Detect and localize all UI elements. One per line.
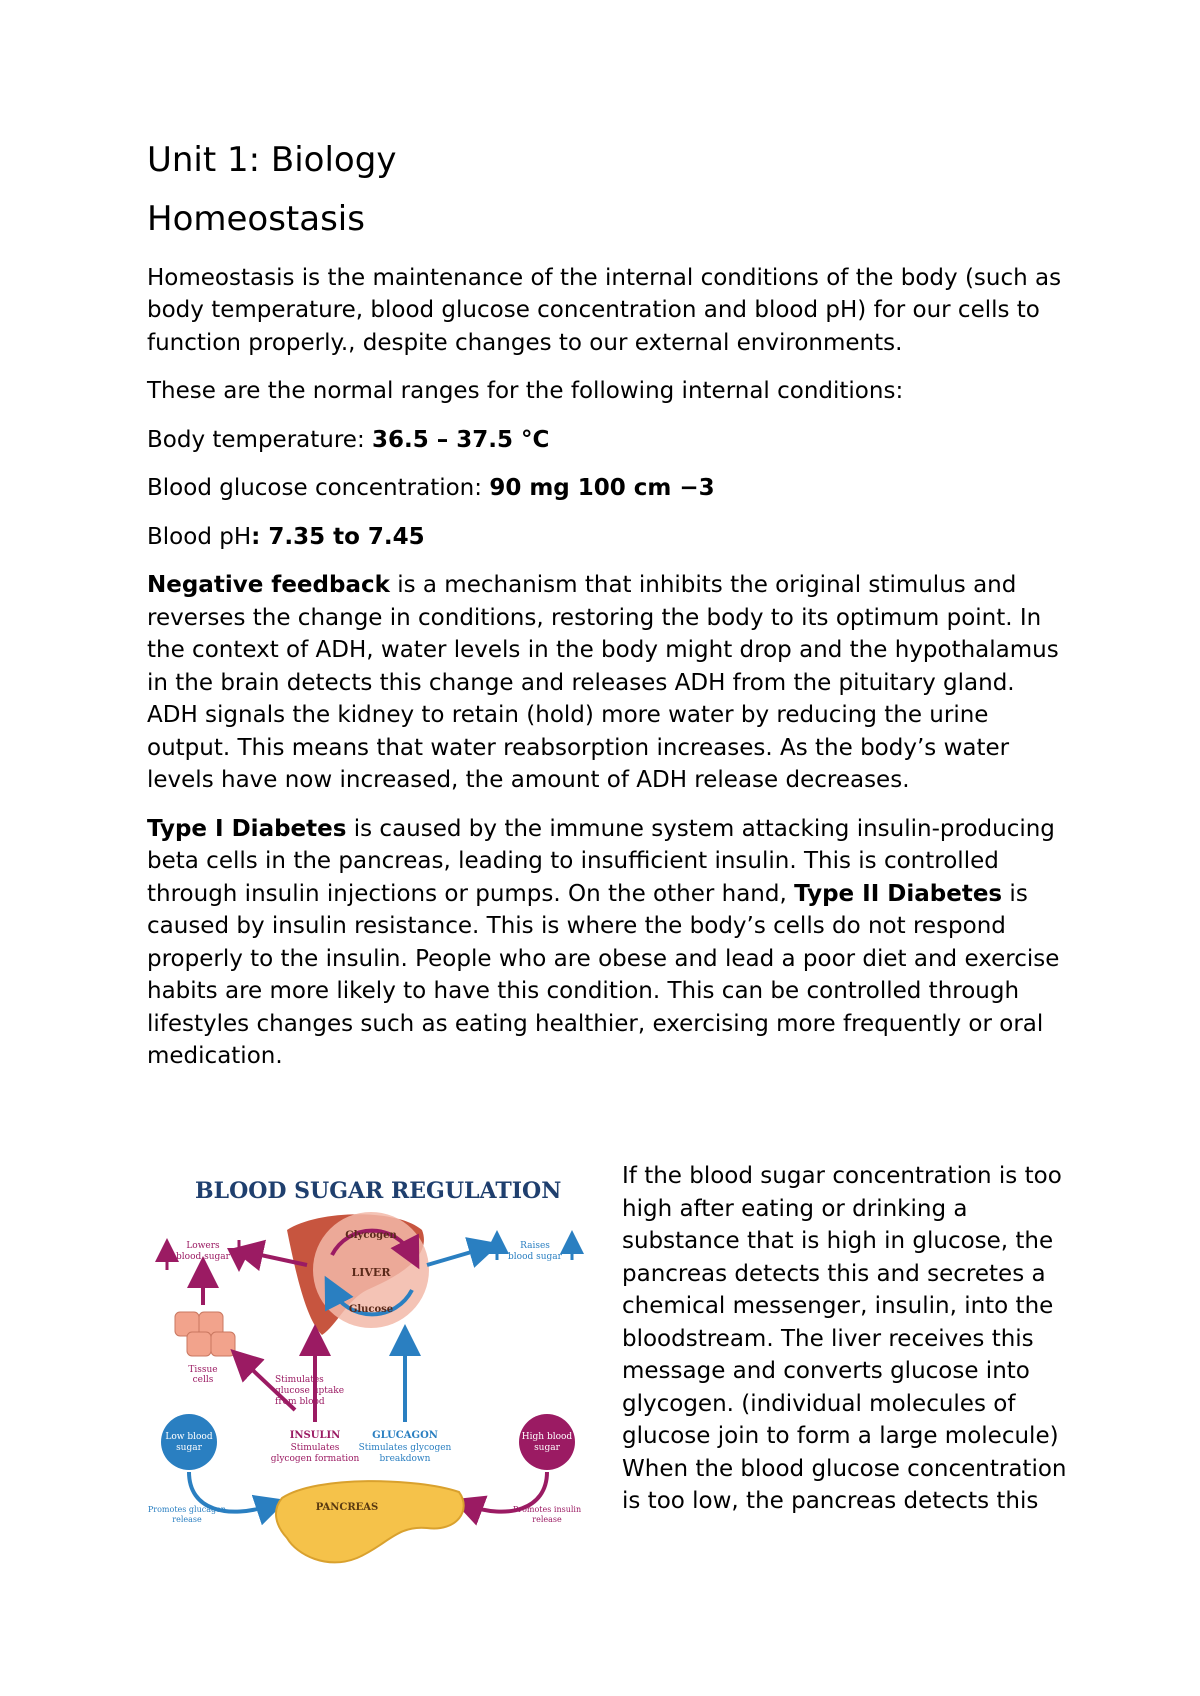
tissue-label-2: cells bbox=[192, 1375, 214, 1385]
pancreas-label: PANCREAS bbox=[315, 1502, 379, 1513]
liver-label: LIVER bbox=[351, 1266, 391, 1279]
insulin-sub-2: glycogen formation bbox=[270, 1454, 360, 1464]
negative-feedback-text: is a mechanism that inhibits the original stimulus and reverses the change in conditions, restoring the body to its optimum point. In the context of ADH, water levels in the body might drop and the hypothalamus in the brain detects this change and releases ADH from the pituitary gland. ADH signals the kidney to retain (hold) more water by reducing the urine output. This means that water reabsorption increases. As the body’s water levels have now increased, the amount of ADH release decreases. bbox=[147, 572, 1059, 794]
high-sugar-label-2: sugar bbox=[534, 1443, 560, 1453]
lowers-label-2: blood sugar bbox=[176, 1252, 230, 1262]
low-blood-sugar-badge bbox=[161, 1414, 217, 1470]
range-label: Body temperature: bbox=[147, 426, 373, 453]
range-blood-ph bbox=[147, 521, 1067, 554]
promotes-glucagon-2: release bbox=[172, 1515, 202, 1524]
lowers-label-1: Lowers bbox=[186, 1241, 220, 1251]
range-blood-glucose bbox=[147, 472, 1067, 505]
type1-term: Type I Diabetes bbox=[147, 815, 347, 842]
low-sugar-label-1: Low blood bbox=[165, 1432, 213, 1442]
raises-label-1: Raises bbox=[520, 1241, 550, 1251]
glucagon-sub-1: Stimulates glycogen bbox=[358, 1443, 452, 1453]
type1-text: is caused by the immune system attacking insulin-producing beta cells in the pancreas, leading to insufficient insulin. This is controlled through insulin injections or pumps. On the other hand, bbox=[147, 815, 1055, 907]
blood-sugar-regulation-figure bbox=[147, 1160, 605, 1584]
diabetes-paragraph bbox=[147, 813, 1067, 1073]
ranges-intro: These are the normal ranges for the following internal conditions: bbox=[147, 378, 904, 405]
range-label: Blood pH bbox=[147, 523, 252, 550]
glycogen-label: Glycogen bbox=[345, 1230, 397, 1241]
figure-row bbox=[147, 1160, 1067, 1590]
side-column bbox=[622, 1160, 1072, 1518]
topic-title: Homeostasis bbox=[147, 198, 365, 239]
range-label: Blood glucose concentration: bbox=[147, 475, 490, 502]
promotes-insulin-2: release bbox=[532, 1515, 562, 1524]
negative-feedback-term: Negative feedback bbox=[147, 572, 390, 599]
pancreas-icon bbox=[276, 1481, 464, 1562]
uptake-label-1: Stimulates bbox=[275, 1375, 324, 1385]
tissue-cells-icon bbox=[175, 1312, 235, 1356]
uptake-label-3: from blood bbox=[275, 1397, 325, 1407]
insulin-sub-1: Stimulates bbox=[290, 1443, 340, 1453]
promotes-glucagon-1: Promotes glucagon bbox=[147, 1505, 227, 1514]
document-body bbox=[147, 140, 1067, 1089]
range-value: : 7.35 to 7.45 bbox=[251, 523, 425, 550]
uptake-label-2: glucose uptake bbox=[275, 1386, 345, 1396]
high-sugar-label-1: High blood bbox=[521, 1432, 573, 1442]
blood-sugar-diagram bbox=[147, 1160, 605, 1584]
type2-term: Type II Diabetes bbox=[794, 880, 1003, 907]
range-value: 36.5 – 37.5 °C bbox=[372, 426, 550, 453]
intro-paragraph: Homeostasis is the maintenance of the internal conditions of the body (such as body temperature, blood glucose concentration and blood pH) for our cells to function properly., despite changes to our external environments. bbox=[147, 264, 1062, 356]
tissue-label-1: Tissue bbox=[188, 1365, 218, 1375]
raises-label-2: blood sugar bbox=[508, 1252, 562, 1262]
arrow-icon bbox=[427, 1248, 485, 1265]
blood-sugar-paragraph: If the blood sugar concentration is too high after eating or drinking a substance that is high in glucose, the pancreas detects this and secretes a chemical messenger, insulin, into the bloodstream. The liver receives this message and converts glucose into glycogen. (individual molecules of glucose join to form a large molecule) When the blood glucose concentration is too low, the pancreas detects this bbox=[622, 1163, 1067, 1514]
high-blood-sugar-badge bbox=[519, 1414, 575, 1470]
glucagon-sub-2: breakdown bbox=[379, 1454, 431, 1464]
low-sugar-label-2: sugar bbox=[176, 1443, 202, 1453]
glucose-label: Glucose bbox=[348, 1304, 394, 1315]
type2-text: is caused by insulin resistance. This is where the body’s cells do not respond properly to the insulin. People who are obese and lead a poor diet and exercise habits are more likely to have this condition. This can be controlled through lifestyles changes such as eating healthier, exercising more frequently or oral medication. bbox=[147, 880, 1060, 1070]
range-body-temperature bbox=[147, 424, 1067, 457]
unit-title: Unit 1: Biology bbox=[147, 140, 397, 180]
insulin-label: INSULIN bbox=[289, 1430, 341, 1441]
promotes-insulin-1: Promotes insulin bbox=[512, 1505, 582, 1514]
figure-title: BLOOD SUGAR REGULATION bbox=[195, 1178, 562, 1204]
glucagon-label: GLUCAGON bbox=[372, 1430, 438, 1441]
negative-feedback-paragraph bbox=[147, 569, 1067, 797]
range-value: 90 mg 100 cm −3 bbox=[489, 475, 715, 502]
